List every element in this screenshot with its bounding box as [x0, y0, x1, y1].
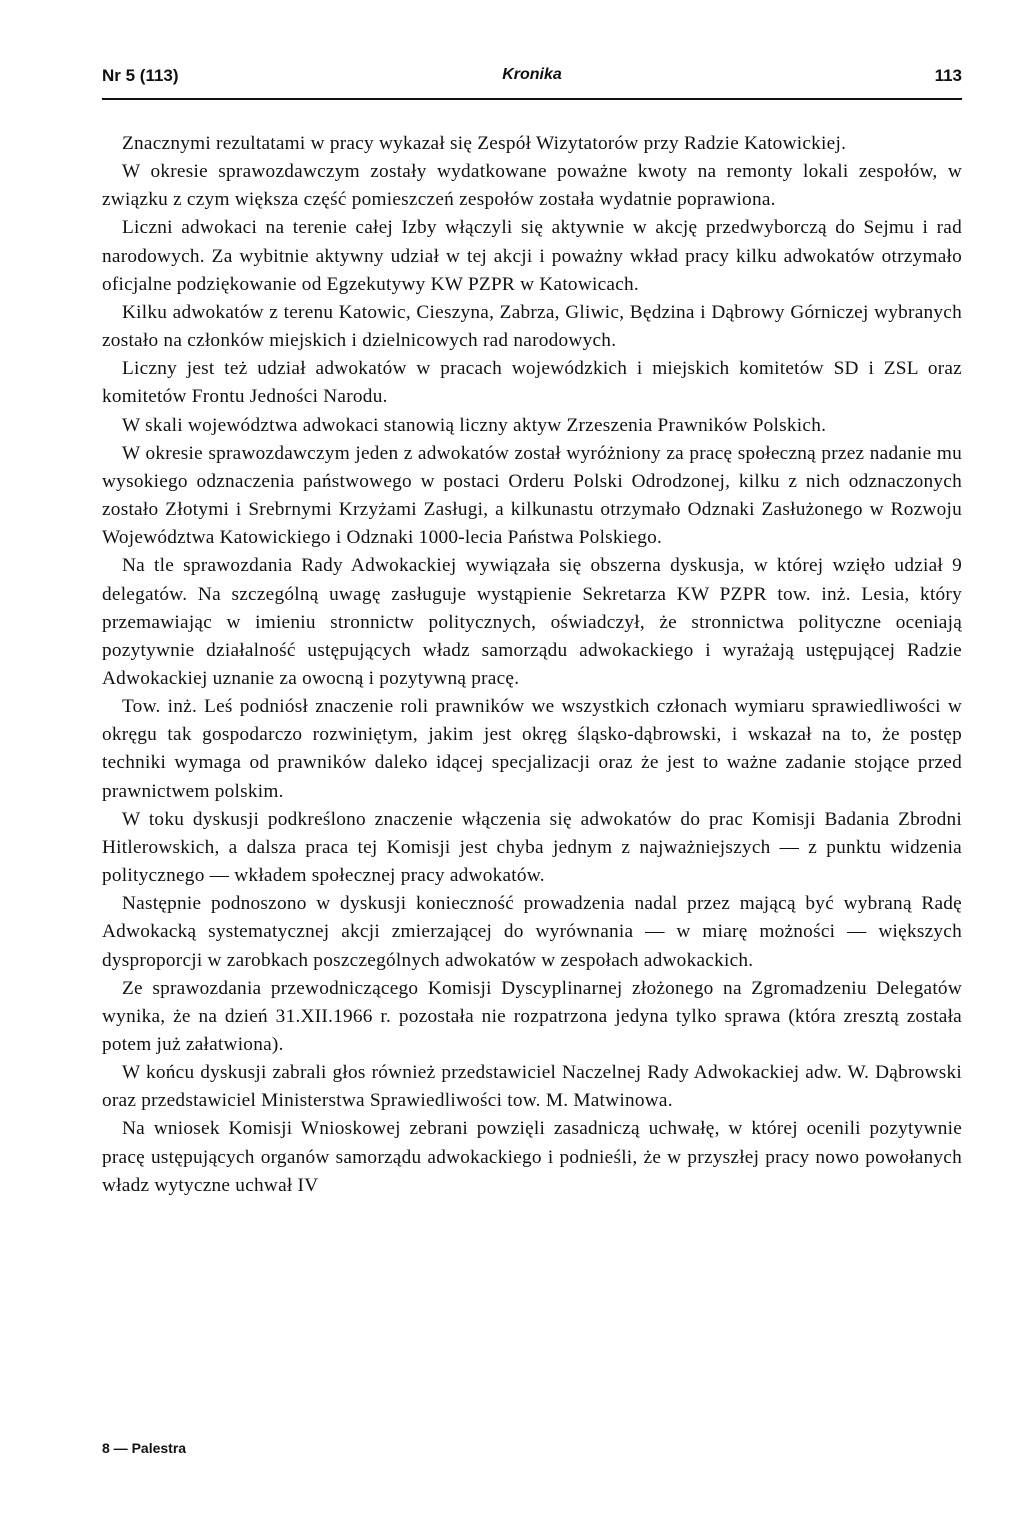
issue-number: Nr 5 (113)	[102, 66, 179, 85]
running-header	[102, 62, 962, 100]
paragraph: W skali województwa adwokaci stanowią liczny aktyw Zrzeszenia Prawników Polskich.	[122, 414, 827, 436]
article-body	[102, 130, 962, 1200]
paragraph: Kilku adwokatów z terenu Katowic, Cieszyna, Zabrza, Gliwic, Będzina i Dąbrowy Górniczej wybranych zostało na członków miejskich i dzielnicowych rad narodowych.	[102, 301, 962, 352]
paragraph: Na wniosek Komisji Wnioskowej zebrani powzięli zasadniczą uchwałę, w której ocenili pozytywnie pracę ustępujących organów samorządu adwokackiego i podnieśli, że w przyszłej pracy nowo powołanych władz wytyczne uchwał IV	[102, 1118, 962, 1196]
signature-footer: 8 — Palestra	[102, 1440, 187, 1456]
paragraph: Znacznymi rezultatami w pracy wykazał się Zespół Wizytatorów przy Radzie Katowickiej.	[122, 133, 847, 154]
section-title: Kronika	[502, 66, 562, 83]
paragraph: W okresie sprawozdawczym jeden z adwokatów został wyróżniony za pracę społeczną przez nadanie mu wysokiego odznaczenia państwowego w postaci Orderu Polski Odrodzonej, kilku z nich odznaczonych zostało Złotymi i Srebrnymi Krzyżami Zasługi, a kilkunastu otrzymało Odznaki Zasłużonego w Rozwoju Województwa Katowickiego i Odznaki 1000-lecia Państwa Polskiego.	[102, 442, 962, 549]
paragraph: Ze sprawozdania przewodniczącego Komisji Dyscyplinarnej złożonego na Zgromadzeniu Delegatów wynika, że na dzień 31.XII.1966 r. pozostała nie rozpatrzona jedyna tylko sprawa (która zresztą została potem już załatwiona).	[102, 977, 962, 1055]
paragraph: Liczny jest też udział adwokatów w pracach wojewódzkich i miejskich komitetów SD i ZSL oraz komitetów Frontu Jedności Narodu.	[102, 358, 962, 408]
paragraph: W okresie sprawozdawczym zostały wydatkowane poważne kwoty na remonty lokali zespołów, w związku z czym większa część pomieszczeń zespołów została wydatnie poprawiona.	[102, 161, 962, 211]
paragraph: Na tle sprawozdania Rady Adwokackiej wywiązała się obszerna dyskusja, w której wzięło udział 9 delegatów. Na szczególną uwagę zasługuje wystąpienie Sekretarza KW PZPR tow. inż. Lesia, który przemawiając w imieniu stronnictw politycznych, oświadczył, że stronnictwa polityczne oceniają pozytywnie działalność ustępujących władz samorządu adwokackiego i wyrażają ustępującej Radzie Adwokackiej uznanie za owocną i pozytywną pracę.	[102, 555, 962, 689]
paragraph: W końcu dyskusji zabrali głos również przedstawiciel Naczelnej Rady Adwokackiej adw. W. Dąbrowski oraz przedstawiciel Ministerstwa Sprawiedliwości tow. M. Matwinowa.	[102, 1062, 962, 1112]
paragraph: Tow. inż. Leś podniósł znaczenie roli prawników we wszystkich członach wymiaru sprawiedliwości w okręgu tak gospodarczo rozwiniętym, jakim jest okręg śląsko-dąbrowski, i wskazał na to, że postęp techniki wymaga od prawników daleko idącej specjalizacji oraz że jest to ważne zadanie stojące przed prawnictwem polskim.	[102, 696, 962, 802]
paragraph: W toku dyskusji podkreślono znaczenie włączenia się adwokatów do prac Komisji Badania Zbrodni Hitlerowskich, a dalsza praca tej Komisji jest chyba jednym z najważniejszych — z punktu widzenia politycznego — wkładem społecznej pracy adwokatów.	[102, 808, 962, 887]
page-number: 113	[934, 66, 962, 85]
paragraph: Następnie podnoszono w dyskusji konieczność prowadzenia nadal przez mającą być wybraną Radę Adwokacką systematycznej akcji zmierzającej do wyrównania — w miarę możności — większych dysproporcji w zarobkach poszczególnych adwokatów w zespołach adwokackich.	[102, 893, 962, 971]
paragraph: Liczni adwokaci na terenie całej Izby włączyli się aktywnie w akcję przedwyborczą do Sejmu i rad narodowych. Za wybitnie aktywny udział w tej akcji i poważny wkład pracy kilku adwokatów otrzymało oficjalne podziękowanie od Egzekutywy KW PZPR w Katowicach.	[102, 217, 962, 295]
